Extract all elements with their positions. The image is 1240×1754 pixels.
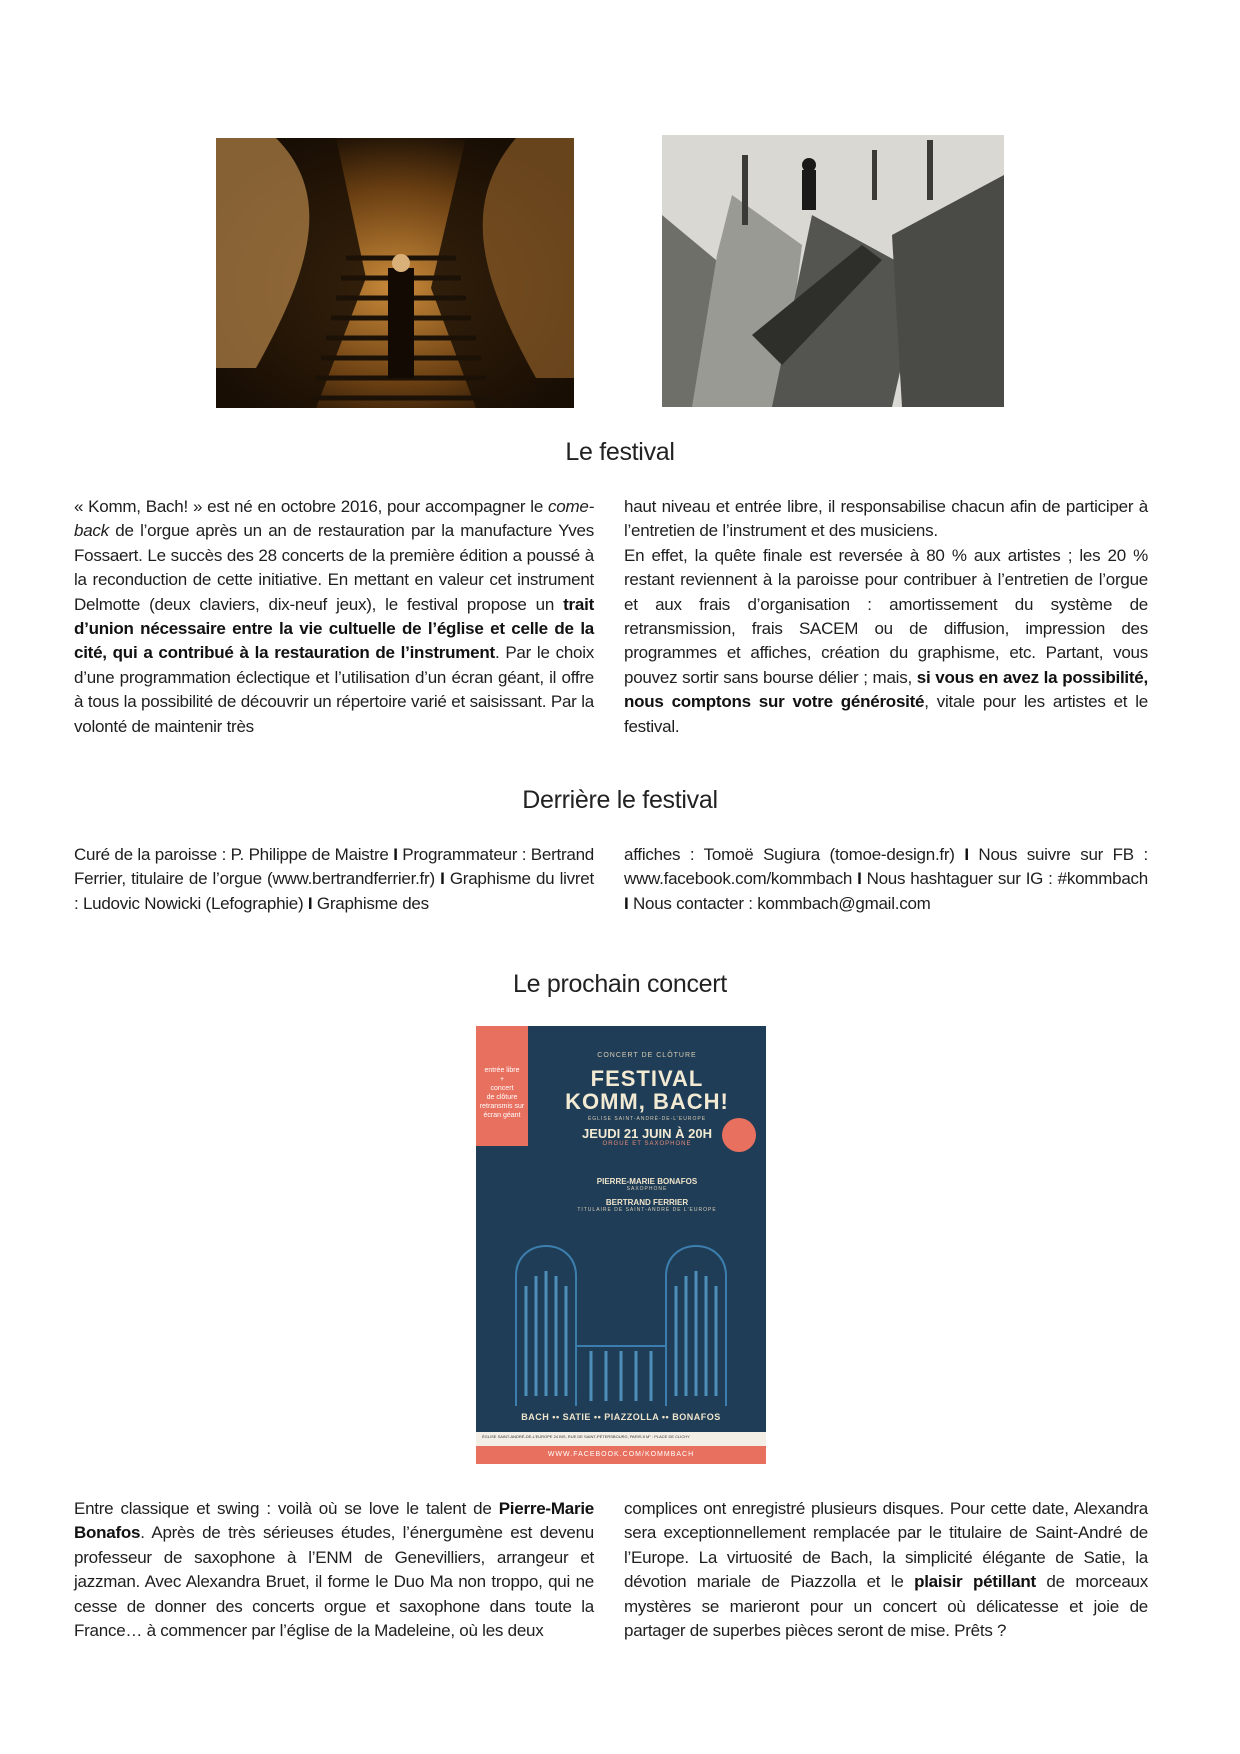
poster-footer <box>476 1432 766 1464</box>
poster-performer-2: BERTRAND FERRIER <box>605 1198 689 1207</box>
poster-side-line: + <box>499 1076 505 1083</box>
text-run: , vitale pour les artistes et le festival. <box>624 692 1148 736</box>
poster-subtitle: ORGUE ET SAXOPHONE <box>602 1141 692 1147</box>
text-run: haut niveau et entrée libre, il responsabilise chacun afin de participer à l’entretien de l’instrument et des musiciens. <box>624 497 1148 541</box>
text-run: Nous contacter : kommbach@gmail.com <box>628 893 931 913</box>
poster-title-1: FESTIVAL <box>590 1066 704 1091</box>
film-still-rooftop-image <box>662 135 1004 407</box>
festival-paragraph <box>74 495 594 739</box>
bold-run: trait d’union nécessaire entre la vie cultuelle de l’église et celle de la cité, qui a contribué à la restauration de l’instrument <box>74 594 594 663</box>
poster-performer-2-role: TITULAIRE DE SAINT-ANDRÉ DE L’EUROPE <box>577 1207 717 1213</box>
poster-organ-illustration <box>496 1226 746 1406</box>
poster-performer-1-role: SAXOPHONE <box>626 1186 668 1192</box>
text-run: complices ont enregistré plusieurs disques. Pour cette date, Alexandra sera exceptionnellement remplacée par le titulaire de Saint-André de l’Europe. La virtuosité de Bach, la simplicité élégante de Satie, la dévotion mariale de Piazzolla et le <box>624 1499 1148 1592</box>
text-run: Graphisme des <box>312 893 429 913</box>
text-run: Entre classique et swing : voilà où se love le talent de <box>74 1499 499 1518</box>
film-still-staircase-image <box>216 138 574 408</box>
text-run: Programmateur : Bertrand Ferrier, titulaire de l’orgue (www.bertrandferrier.fr) <box>74 845 594 889</box>
text-run: « Komm, Bach! » est né en octobre 2016, pour accompagner le <box>74 497 549 516</box>
poster-title-2: KOMM, BACH! <box>565 1089 729 1114</box>
concert-poster <box>476 1026 766 1464</box>
section-title-festival: Le festival <box>565 438 675 466</box>
poster-badge <box>722 1118 756 1152</box>
poster-side-panel <box>476 1026 528 1146</box>
italic-run: come-back <box>74 497 594 541</box>
poster-side-line: de clôture <box>486 1094 518 1101</box>
poster-performer-1: PIERRE-MARIE BONAFOS <box>596 1177 698 1186</box>
text-run: de l’orgue après un an de restauration par la manufacture Yves Fossaert. Le succès des 28 concerts de la première édition a poussé à la reconduction de cette initiative. En mettant en valeur cet instrument Delmotte (deux claviers, dix-neuf jeux), le festival propose un <box>74 521 594 614</box>
festival-paragraph <box>624 544 1148 739</box>
text-run: Graphisme du livret : Ludovic Nowicki (Lefographie) <box>74 869 594 913</box>
bold-run: I <box>624 893 629 913</box>
text-run: En effet, la quête finale est reversée à 80 % aux artistes ; les 20 % restant reviennent à la paroisse pour contribuer à l’entretien de l’orgue et aux frais d’organisation : amortissement du système de retransmission, frais SACEM ou de diffusion, impression des programmes et affiches, création du graphisme, etc. Partant, vous pouvez sortir sans bourse délier ; mais, <box>624 545 1148 687</box>
poster-side-line: retransmis sur <box>479 1103 525 1110</box>
credits-text-right <box>624 843 1148 916</box>
text-run: Curé de la paroisse : P. Philippe de Maistre <box>74 845 394 864</box>
bold-run: plaisir pétillant <box>914 1572 1036 1592</box>
bold-run: I <box>857 869 862 889</box>
festival-text-left <box>74 495 594 739</box>
festival-text-right <box>624 495 1148 739</box>
concert-text-left <box>74 1497 594 1643</box>
section-title-next-concert: Le prochain concert <box>513 970 727 998</box>
bold-run: si vous en avez la possibilité, nous comptons sur votre générosité <box>624 667 1148 712</box>
text-run: de morceaux mystères se marieront pour un concert où délicatesse et joie de partager de superbes pièces seront de mise. Prêts ? <box>624 1572 1148 1641</box>
poster-side-line: entrée libre <box>484 1067 520 1074</box>
festival-paragraph <box>624 495 1148 544</box>
concert-paragraph <box>624 1497 1148 1643</box>
poster-small-top: CONCERT DE CLÔTURE <box>597 1052 697 1059</box>
poster-side-line: écran géant <box>483 1112 521 1119</box>
concert-paragraph <box>74 1497 594 1643</box>
bold-run: Pierre-Marie Bonafos <box>74 1499 594 1543</box>
poster-composers: BACH •• SATIE •• PIAZZOLLA •• BONAFOS <box>521 1412 721 1422</box>
bold-run: I <box>440 869 445 889</box>
text-run: . Par le choix d’une programmation éclectique et l’utilisation d’un écran géant, il offre à tous la possibilité de découvrir un répertoire varié et saisissant. Par la volonté de maintenir très <box>74 643 595 736</box>
poster-address: ÉGLISE SAINT-ANDRÉ-DE-L’EUROPE 24 BIS, RUE DE SAINT-PÉTERSBOURG, PARIS 8 M° : PLACE DE CLICHY <box>482 1434 690 1439</box>
bold-run: I <box>393 845 398 864</box>
poster-side-line: concert <box>490 1085 514 1092</box>
section-title-behind: Derrière le festival <box>522 786 718 814</box>
bold-run: I <box>307 893 313 913</box>
credits-paragraph <box>74 843 594 916</box>
credits-text-left <box>74 843 594 916</box>
concert-text-right <box>624 1497 1148 1643</box>
text-run: Nous suivre sur FB : www.facebook.com/kommbach <box>624 845 1148 889</box>
text-run: affiches : Tomoë Sugiura (tomoe-design.fr) <box>624 845 965 864</box>
poster-date: JEUDI 21 JUIN À 20H <box>581 1126 713 1141</box>
credits-paragraph <box>624 843 1148 916</box>
text-run: . Après de très sérieuses études, l’énergumène est devenu professeur de saxophone à l’ENM de Genevilliers, arrangeur et jazzman. Avec Alexandra Bruet, il forme le Duo Ma non troppo, qui ne cesse de donner des concerts orgue et saxophone dans toute la France… à commencer par l’église de la Madeleine, où les deux <box>74 1523 594 1641</box>
film-still-staircase <box>216 138 574 408</box>
film-still-rooftop <box>662 135 1004 407</box>
text-run: Nous hashtaguer sur IG : #kommbach <box>861 869 1148 889</box>
poster-venue: ÉGLISE SAINT-ANDRÉ-DE-L’EUROPE <box>587 1116 707 1122</box>
bold-run: I <box>964 845 969 864</box>
poster-url: WWW.FACEBOOK.COM/KOMMBACH <box>476 1446 766 1464</box>
